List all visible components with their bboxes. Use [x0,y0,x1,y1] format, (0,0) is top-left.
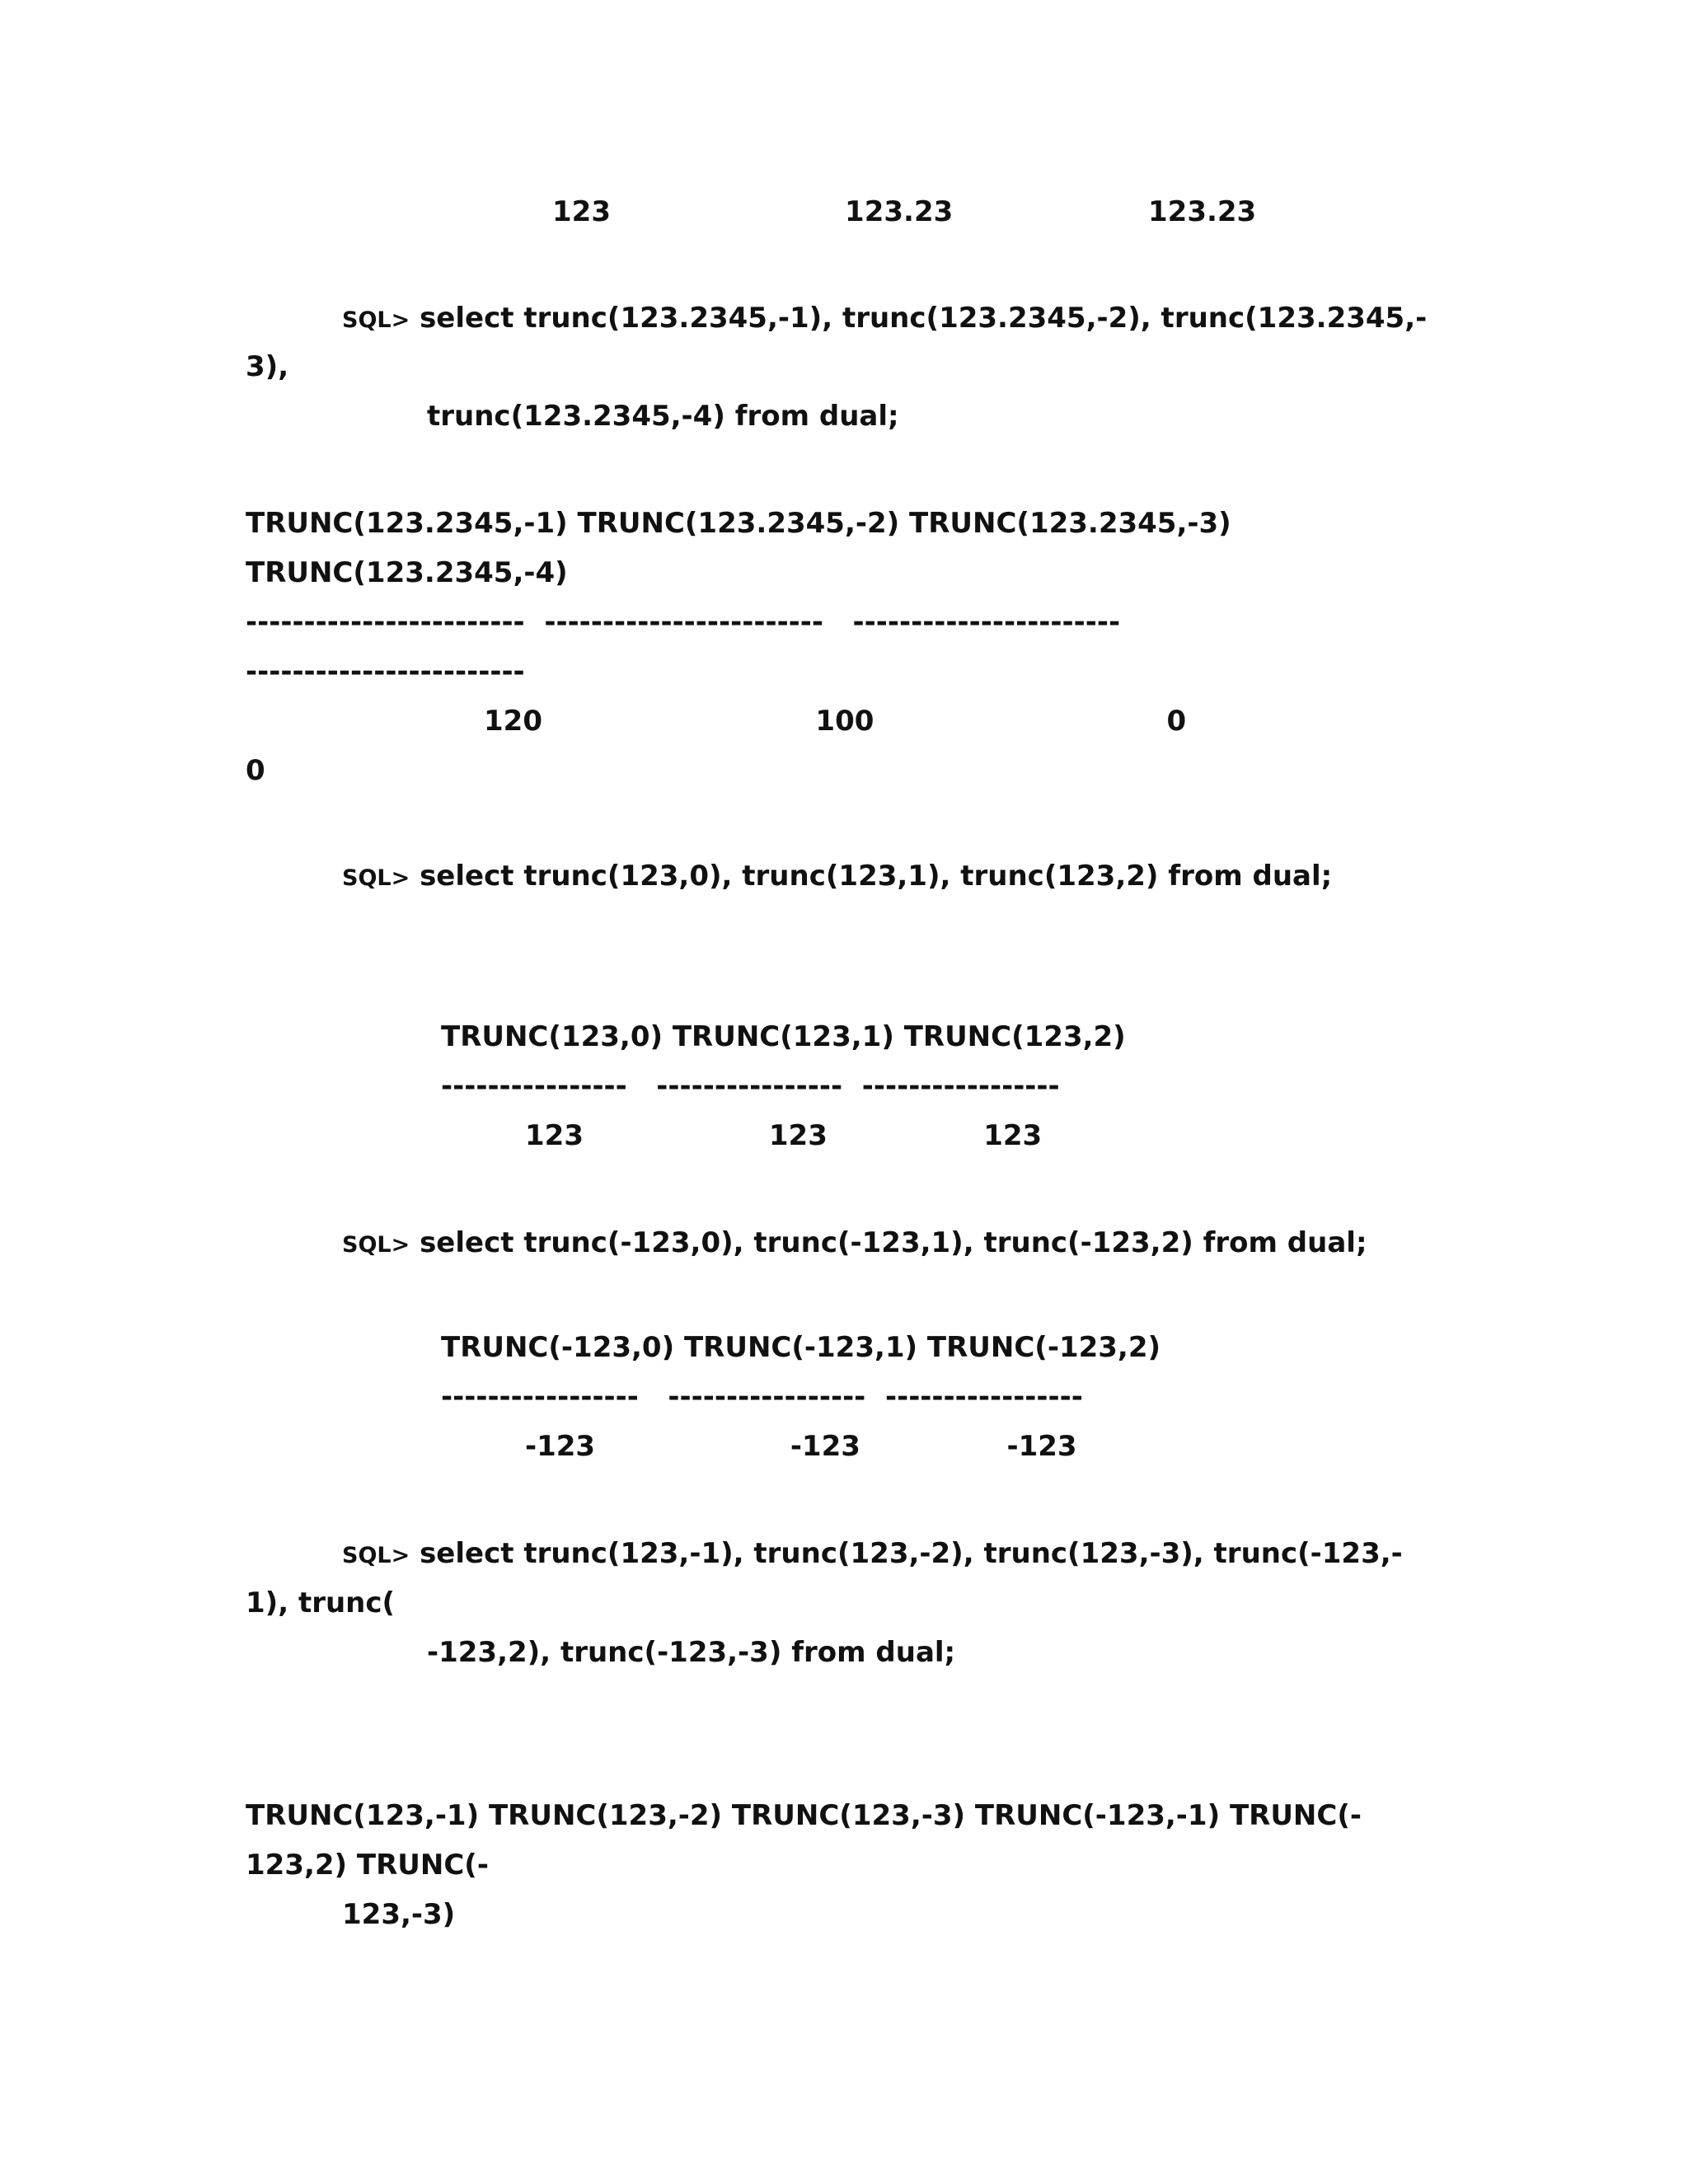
sql-statement-2-text: select trunc(123,0), trunc(123,1), trunc(123,2) from dual; [410,860,1333,893]
sql-statement-1-cont: 3), [246,350,289,383]
result-values-2: 123 123 123 [525,1119,1043,1152]
sql-statement-1 [342,302,1427,337]
column-headers-4-cont2: 123,-3) [342,1898,456,1931]
sql-statement-4-cont: 1), trunc( [246,1586,396,1619]
result-values-1: 120 100 0 [484,705,1187,738]
sql-statement-2 [342,860,1332,895]
sql-statement-4 [342,1537,1403,1572]
column-headers-4-cont: 123,2) TRUNC(- [246,1849,489,1882]
column-headers-3: TRUNC(-123,0) TRUNC(-123,1) TRUNC(-123,2) [441,1331,1161,1364]
column-headers-1-cont: TRUNC(123.2345,-4) [246,556,568,589]
separator-line-1: ------------------------ ------------------------ ----------------------- [246,606,1121,639]
sql-prompt: SQL> [342,1232,410,1258]
separator-line-1-cont: ------------------------ [246,655,525,688]
sql-prompt: SQL> [342,865,410,891]
result-values-round: 123 123.23 123.23 [552,195,1257,228]
separator-line-2: ---------------- ---------------- ----------------- [441,1070,1060,1103]
sql-statement-4-text: select trunc(123,-1), trunc(123,-2), trunc(123,-3), trunc(-123,- [410,1537,1403,1570]
result-values-3: -123 -123 -123 [525,1430,1077,1463]
column-headers-4: TRUNC(123,-1) TRUNC(123,-2) TRUNC(123,-3) TRUNC(-123,-1) TRUNC(- [246,1799,1362,1832]
sql-statement-1-text: select trunc(123.2345,-1), trunc(123.2345,-2), trunc(123.2345,- [410,302,1428,335]
sql-statement-4-cont2: -123,2), trunc(-123,-3) from dual; [427,1636,956,1669]
sql-statement-1-cont2: trunc(123.2345,-4) from dual; [427,400,899,433]
separator-line-3: ----------------- ----------------- ----------------- [441,1380,1083,1413]
column-headers-2: TRUNC(123,0) TRUNC(123,1) TRUNC(123,2) [441,1020,1126,1053]
sql-prompt: SQL> [342,307,410,333]
column-headers-1: TRUNC(123.2345,-1) TRUNC(123.2345,-2) TRUNC(123.2345,-3) [246,507,1231,540]
sql-statement-3-text: select trunc(-123,0), trunc(-123,1), trunc(-123,2) from dual; [410,1226,1367,1259]
sql-prompt: SQL> [342,1543,410,1568]
sql-statement-3 [342,1226,1367,1262]
result-values-1-cont: 0 [246,754,265,787]
